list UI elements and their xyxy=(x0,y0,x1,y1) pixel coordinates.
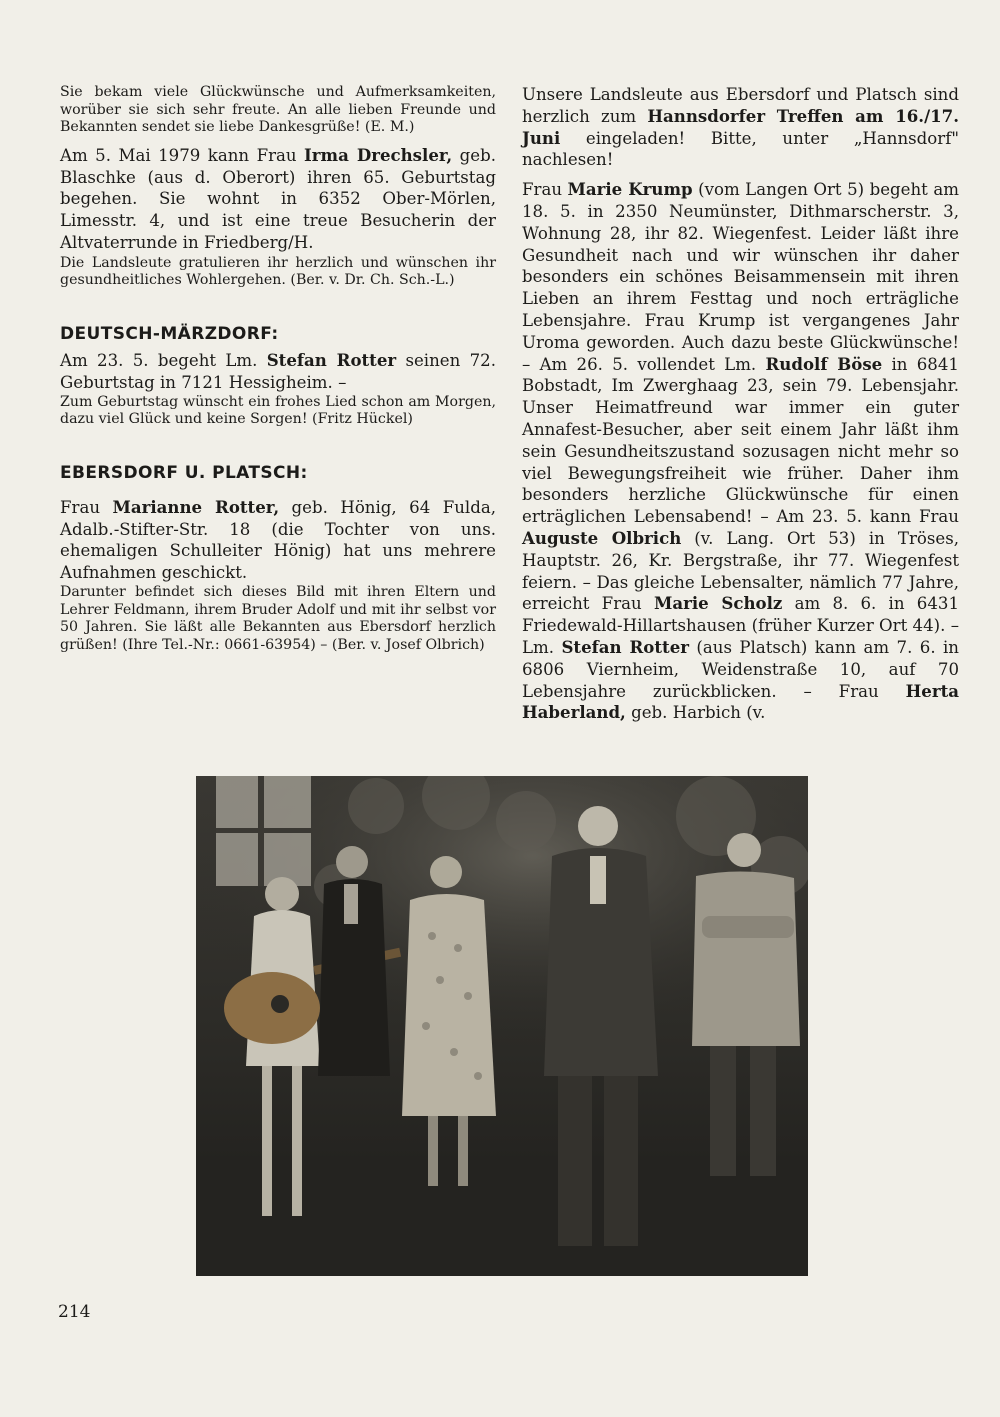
paragraph-drechsler-wish: Die Landsleute gratulieren ihr herzlich und wünschen ihr gesundheitliches Wohlergehen. (Ber. v. Dr. Ch. Sch.-L.) xyxy=(60,254,496,289)
person-name: Irma Drechsler, xyxy=(304,144,453,165)
paragraph-birthdays xyxy=(522,179,959,724)
text-run: in 6841 Bobstadt, Im Zwerghaag 23, sein 79. Lebensjahr. Unser Heimatfreund war immer ein guter Annafest-Besucher, aber seit einem Jahr läßt ihm sein Gesundheitszustand sozusagen nicht mehr so viel Bewegungsfreiheit wie früher. Daher ihm besonders herzliche Glückwünsche für einen erträglichen Lebensabend! – Am 23. 5. kann Frau xyxy=(522,354,959,527)
section-heading-ebersdorf: EBERSDORF U. PLATSCH: xyxy=(60,462,308,483)
paragraph-maerzdorf xyxy=(60,350,496,394)
text-run: (vom Langen Ort 5) begeht am 18. 5. in 2350 Neumünster, Dithmarscherstr. 3, Wohnung 28, ihr 82. Wiegenfest. Leider läßt ihre Gesundheit nach und wir wünschen ihr daher besonders ein schönes Beisammensein mit ihren Lieben an ihrem Festtag und noch erträgliche Lebensjahre. Frau Krump ist vergangenes Jahr Uroma geworden. Auch dazu beste Glückwünsche! – Am 26. 5. vollendet Lm. xyxy=(522,180,959,374)
paragraph-marianne-note: Darunter befindet sich dieses Bild mit ihren Eltern und Lehrer Feldmann, ihrem Bruder Adolf und mit ihr selbst vor 50 Jahren. Sie läßt alle Bekannten aus Ebersdorf herzlich grüßen! (Ihre Tel.-Nr.: 0661-63954) – (Ber. v. Josef Olbrich) xyxy=(60,583,496,653)
group-photo-image xyxy=(196,776,808,1276)
text-run: seinen 72. Geburtstag in 7121 Hessigheim. – xyxy=(60,350,496,392)
text-run: (v. Lang. Ort 53) in Tröses, Hauptstr. 26, Kr. Bergstraße, ihr 77. Wiegenfest feiern. – Das gleiche Lebensalter, nämlich 77 Jahre, erreicht Frau xyxy=(522,528,959,614)
person-name: Marie Scholz xyxy=(653,593,783,614)
paragraph-drechsler xyxy=(60,145,496,254)
text-run: am 8. 6. in 6431 Friedewald-Hillartshausen (früher Kurzer Ort 44). – Lm. xyxy=(522,594,960,657)
text-run: Am 23. 5. begeht Lm. xyxy=(60,350,267,370)
text-run: Frau xyxy=(60,497,113,517)
group-photo xyxy=(196,776,808,1276)
page-number: 214 xyxy=(58,1302,91,1322)
text-run: eingeladen! Bitte, unter „Hannsdorf" nachlesen! xyxy=(522,128,959,170)
paragraph-maerzdorf-wish: Zum Geburtstag wünscht ein frohes Lied schon am Morgen, dazu viel Glück und keine Sorgen! (Fritz Hückel) xyxy=(60,393,496,428)
paragraph-invite xyxy=(522,84,959,171)
section-heading-maerzdorf: DEUTSCH-MÄRZDORF: xyxy=(60,323,279,344)
person-name: Marianne Rotter, xyxy=(112,496,280,517)
text-run: Frau xyxy=(522,180,568,200)
person-name: Auguste Olbrich xyxy=(522,527,682,548)
text-run: Am 5. Mai 1979 kann Frau xyxy=(60,145,305,165)
person-name: Stefan Rotter xyxy=(561,636,689,657)
event-name: Hannsdorfer Treffen am 16./17. Juni xyxy=(522,105,959,148)
text-run: (aus Platsch) kann am 7. 6. in 6806 Viernheim, Weidenstraße 10, auf 70 Lebensjahre zurückblicken. – Frau xyxy=(522,637,959,701)
text-run: geb. Harbich (v. xyxy=(625,703,766,723)
text-run: geb. Hönig, 64 Fulda, Adalb.-Stifter-Str. 18 (die Tochter von uns. ehemaligen Schulleiter Hönig) hat uns mehrere Aufnahmen geschickt. xyxy=(60,497,496,583)
text-run: Unsere Landsleute aus Ebersdorf und Platsch sind herzlich zum xyxy=(522,85,959,126)
person-name: Marie Krump xyxy=(567,179,693,200)
paragraph-intro-end: Sie bekam viele Glückwünsche und Aufmerksamkeiten, worüber sie sich sehr freute. An alle lieben Freunde und Bekannten sendet sie liebe Dankesgrüße! (E. M.) xyxy=(60,84,496,136)
right-column xyxy=(522,84,959,724)
person-name: Stefan Rotter xyxy=(266,349,397,370)
left-column xyxy=(60,84,496,654)
person-name: Rudolf Böse xyxy=(765,353,883,374)
text-run: geb. Blaschke (aus d. Oberort) ihren 65. Geburtstag begehen. Sie wohnt in 6352 Ober-Mörlen, Limesstr. 4, und ist eine treue Besucherin der Altvaterrunde in Friedberg/H. xyxy=(60,145,496,252)
paragraph-marianne xyxy=(60,497,496,584)
person-name: Herta Haberland, xyxy=(522,680,959,723)
